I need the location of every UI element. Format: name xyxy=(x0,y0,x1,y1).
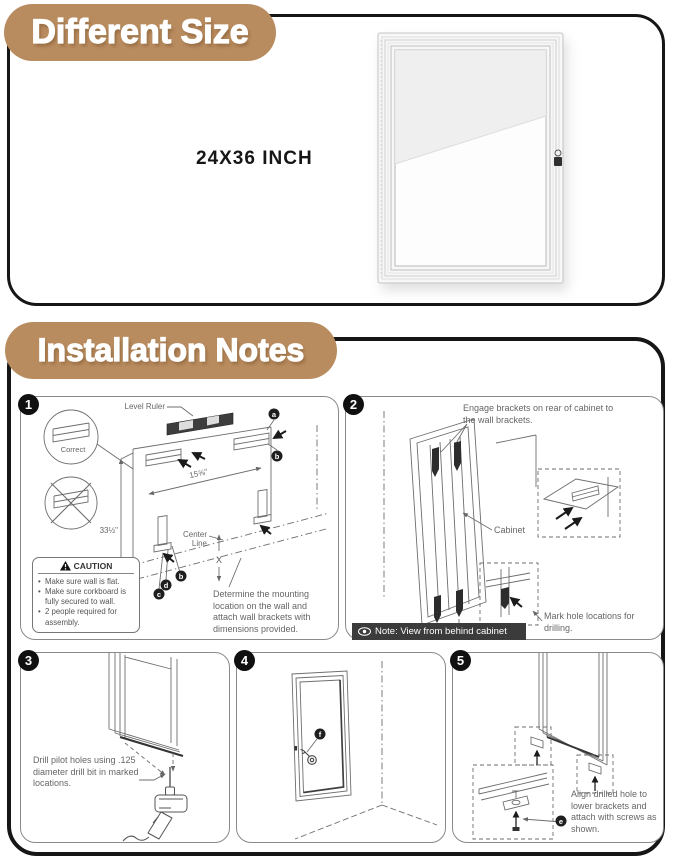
lower-bracket-left xyxy=(154,516,171,553)
step-number-badge: 5 xyxy=(450,650,471,671)
callout-letters xyxy=(556,816,567,827)
screw-arrows xyxy=(511,508,581,607)
step2-mark-text: Mark hole locations for drilling. xyxy=(544,611,635,633)
dimension-height-label: 33½" xyxy=(99,526,118,535)
dimension-width-label: 15⅝" xyxy=(188,467,209,481)
wall-bracket-right xyxy=(234,433,269,450)
panel-step-1 xyxy=(20,396,339,640)
caution-box xyxy=(32,557,140,633)
level-ruler-label: Level Ruler xyxy=(124,402,165,411)
eye-icon xyxy=(358,627,371,636)
installation-notes-badge xyxy=(5,322,337,379)
step2-diagram xyxy=(346,397,663,639)
step-number-badge: 4 xyxy=(234,650,255,671)
cabinet-label: Cabinet xyxy=(494,525,526,535)
callout-a: a xyxy=(271,410,277,419)
wall-bracket-left xyxy=(146,449,181,466)
size-label: 24X36 INCH xyxy=(196,148,313,169)
center-line-label-2: Line xyxy=(191,539,207,548)
step-number-badge: 2 xyxy=(343,394,364,415)
cabinet-bottom-lines xyxy=(539,653,547,737)
caution-item: • Make sure corkboard is fully secured to wall. xyxy=(38,587,134,607)
caution-item: • Make sure wall is flat. xyxy=(38,577,134,587)
callout-b: b xyxy=(274,452,280,461)
step1-note-text: Determine the mounting location on the wall and attach wall brackets with dimensions provided. xyxy=(213,589,311,634)
callout-letters xyxy=(154,409,283,600)
note-banner-text: Note: View from behind cabinet xyxy=(375,626,507,637)
center-line-label: Center xyxy=(182,530,207,539)
panel-step-3 xyxy=(20,652,230,843)
callout-e: e xyxy=(558,817,564,826)
panel-step-2 xyxy=(345,396,664,640)
different-size-badge xyxy=(4,4,276,61)
step-number-badge: 1 xyxy=(18,394,39,415)
frame-corner-lines xyxy=(109,653,125,738)
cabinet-illustration xyxy=(377,32,565,285)
x-dimension-label: X xyxy=(215,555,223,565)
callout-b2: b xyxy=(178,572,184,581)
panel-step-5 xyxy=(452,652,664,843)
correct-detail-circle xyxy=(44,410,98,464)
caution-item: • 2 people required for assembly. xyxy=(38,607,134,627)
step4-diagram xyxy=(237,653,445,842)
installation-notes-title: Installation Notes xyxy=(37,332,305,368)
key-icon xyxy=(295,746,317,764)
step5-text: Align drilled hole to lower brackets and attach with screws as shown. xyxy=(571,789,657,834)
lower-bracket-right xyxy=(254,490,271,525)
callout-d: d xyxy=(163,581,169,590)
step3-text: Drill pilot holes using .125 diameter drill bit in marked locations. xyxy=(33,755,139,789)
panel-step-4 xyxy=(236,652,446,843)
screw-arrows xyxy=(164,431,286,562)
caution-title: CAUTION xyxy=(73,561,113,571)
callout-c: c xyxy=(156,590,162,599)
level-ruler xyxy=(167,413,233,435)
step3-diagram xyxy=(21,653,229,842)
caution-icon xyxy=(60,561,71,571)
lock-icon xyxy=(554,150,562,166)
note-banner xyxy=(352,623,526,640)
different-size-title: Different Size xyxy=(31,13,249,51)
step-number-badge: 3 xyxy=(18,650,39,671)
cabinet-svg xyxy=(377,32,565,285)
correct-label: Correct xyxy=(60,445,86,454)
cross-out-mark xyxy=(51,483,91,523)
step2-engage-text: Engage brackets on rear of cabinet to the wall brackets. xyxy=(463,403,614,425)
callout-letters xyxy=(315,729,326,740)
callout-f: f xyxy=(318,730,322,739)
